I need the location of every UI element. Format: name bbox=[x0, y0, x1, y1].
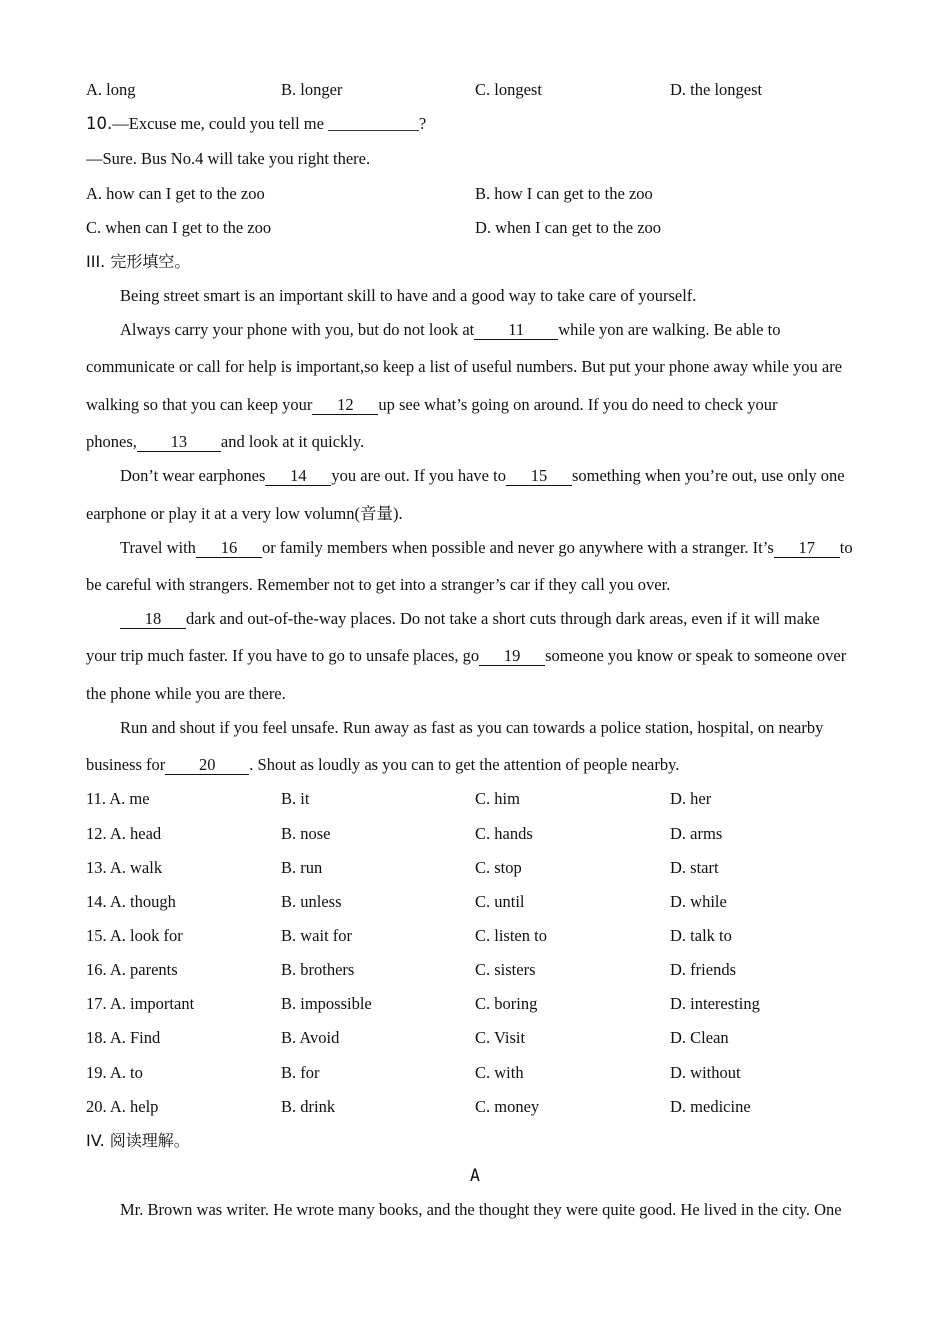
option: B. for bbox=[281, 1063, 320, 1082]
option: D. her bbox=[670, 789, 712, 808]
blank-13: 13 bbox=[137, 433, 221, 452]
option: D. arms bbox=[670, 824, 723, 843]
option: 16. A. parents bbox=[86, 960, 178, 979]
text: Don’t wear earphones bbox=[120, 466, 266, 485]
cloze-para-6-line-1: Run and shout if you feel unsafe. Run away as fast as you can towards a police station, hospital, on nearby bbox=[120, 718, 824, 737]
cloze-para-4-line-2: be careful with strangers. Remember not to get into a stranger’s car if they call you over. bbox=[86, 575, 671, 594]
option: 13. A. walk bbox=[86, 858, 163, 877]
option: C. sisters bbox=[475, 960, 536, 979]
cloze-para-1: Being street smart is an important skill to have and a good way to take care of yourself. bbox=[120, 286, 697, 305]
option: B. unless bbox=[281, 892, 342, 911]
option: C. money bbox=[475, 1097, 540, 1116]
option: B. drink bbox=[281, 1097, 336, 1116]
option: 11. A. me bbox=[86, 789, 150, 808]
text: Travel with bbox=[120, 538, 196, 557]
option: C. stop bbox=[475, 858, 522, 877]
option: D. Clean bbox=[670, 1028, 729, 1047]
text: your trip much faster. If you have to go to unsafe places, go bbox=[86, 646, 480, 665]
option: 20. A. help bbox=[86, 1097, 159, 1116]
text: something when you’re out, use only one bbox=[571, 466, 845, 485]
text: to bbox=[839, 538, 853, 557]
text: or family members when possible and never go anywhere with a stranger. It’s bbox=[261, 538, 774, 557]
text: up see what’s going on around. If you do need to check your bbox=[378, 395, 778, 414]
q9-option-d: D. the longest bbox=[670, 80, 763, 99]
text: dark and out-of-the-way places. Do not take a short cuts through dark areas, even if it will make bbox=[186, 609, 820, 628]
question-row-11 bbox=[86, 789, 866, 809]
blank-15: 15 bbox=[506, 467, 572, 486]
cloze-para-2-line-3 bbox=[86, 395, 777, 415]
option: B. Avoid bbox=[281, 1028, 340, 1047]
q10-stem: —Excuse me, could you tell me ___________? bbox=[112, 114, 427, 133]
option: D. interesting bbox=[670, 994, 760, 1013]
blank-17: 17 bbox=[774, 539, 840, 558]
option: C. hands bbox=[475, 824, 533, 843]
option: 19. A. to bbox=[86, 1063, 143, 1082]
option: D. while bbox=[670, 892, 727, 911]
section-4-heading: IV. 阅读理解。 bbox=[86, 1131, 190, 1150]
option: 15. A. look for bbox=[86, 926, 183, 945]
text: walking so that you can keep your bbox=[86, 395, 313, 414]
blank-14: 14 bbox=[265, 467, 331, 486]
option: C. with bbox=[475, 1063, 524, 1082]
option: C. him bbox=[475, 789, 520, 808]
cloze-para-2-line-1 bbox=[120, 320, 780, 340]
option: D. start bbox=[670, 858, 719, 877]
option: D. friends bbox=[670, 960, 736, 979]
option: B. nose bbox=[281, 824, 331, 843]
q10-option-d: D. when I can get to the zoo bbox=[475, 218, 662, 237]
option: C. until bbox=[475, 892, 525, 911]
cloze-para-5-line-2 bbox=[86, 646, 846, 666]
option: B. run bbox=[281, 858, 323, 877]
q10-reply: —Sure. Bus No.4 will take you right there. bbox=[86, 149, 371, 168]
question-row-14 bbox=[86, 892, 866, 912]
q10-stem-line bbox=[86, 114, 426, 134]
option: 14. A. though bbox=[86, 892, 176, 911]
text: while yon are walking. Be able to bbox=[558, 320, 781, 339]
cloze-para-2-line-4 bbox=[86, 432, 364, 452]
option: B. wait for bbox=[281, 926, 353, 945]
q9-option-a: A. long bbox=[86, 80, 136, 99]
question-row-16 bbox=[86, 960, 866, 980]
option: D. medicine bbox=[670, 1097, 751, 1116]
question-row-18 bbox=[86, 1028, 866, 1048]
option: C. listen to bbox=[475, 926, 547, 945]
text: someone you know or speak to someone over bbox=[545, 646, 847, 665]
text: phones, bbox=[86, 432, 137, 451]
passage-label: A bbox=[470, 1166, 480, 1185]
q9-options bbox=[86, 80, 866, 100]
text: you are out. If you have to bbox=[331, 466, 506, 485]
option: C. Visit bbox=[475, 1028, 526, 1047]
text: . Shout as loudly as you can to get the attention of people nearby. bbox=[249, 755, 680, 774]
option: 12. A. head bbox=[86, 824, 162, 843]
question-row-15 bbox=[86, 926, 866, 946]
question-row-20 bbox=[86, 1097, 866, 1117]
cloze-para-3-line-2: earphone or play it at a very low volumn(音量). bbox=[86, 504, 403, 523]
q10-option-b: B. how I can get to the zoo bbox=[475, 184, 653, 203]
cloze-para-3-line-1 bbox=[120, 466, 845, 486]
cloze-para-4-line-1 bbox=[120, 538, 853, 558]
q10-option-c: C. when can I get to the zoo bbox=[86, 218, 272, 237]
blank-20: 20 bbox=[165, 756, 249, 775]
question-row-17 bbox=[86, 994, 866, 1014]
q9-option-b: B. longer bbox=[281, 80, 343, 99]
cloze-para-5-line-1 bbox=[120, 609, 820, 629]
option: B. it bbox=[281, 789, 310, 808]
blank-19: 19 bbox=[479, 647, 545, 666]
reading-para-1: Mr. Brown was writer. He wrote many books, and the thought they were quite good. He lived in the city. One bbox=[120, 1200, 842, 1219]
option: 17. A. important bbox=[86, 994, 195, 1013]
text: and look at it quickly. bbox=[220, 432, 365, 451]
q9-option-c: C. longest bbox=[475, 80, 542, 99]
q10-number: 10. bbox=[86, 114, 113, 133]
cloze-para-6-line-2 bbox=[86, 755, 679, 775]
blank-16: 16 bbox=[196, 539, 262, 558]
option: D. without bbox=[670, 1063, 741, 1082]
q10-options-row1 bbox=[86, 184, 866, 204]
q10-options-row2 bbox=[86, 218, 866, 238]
option: D. talk to bbox=[670, 926, 732, 945]
cloze-para-2-line-2: communicate or call for help is important,so keep a list of useful numbers. But put your phone away while you are bbox=[86, 357, 843, 376]
option: 18. A. Find bbox=[86, 1028, 161, 1047]
cloze-para-5-line-3: the phone while you are there. bbox=[86, 684, 286, 703]
blank-18: 18 bbox=[120, 610, 186, 629]
blank-11: 11 bbox=[474, 321, 558, 340]
question-row-12 bbox=[86, 824, 866, 844]
option: B. brothers bbox=[281, 960, 355, 979]
q10-option-a: A. how can I get to the zoo bbox=[86, 184, 265, 203]
question-row-19 bbox=[86, 1063, 866, 1083]
text: business for bbox=[86, 755, 166, 774]
blank-12: 12 bbox=[312, 396, 378, 415]
question-row-13 bbox=[86, 858, 866, 878]
section-3-heading: III. 完形填空。 bbox=[86, 252, 191, 271]
text: Always carry your phone with you, but do not look at bbox=[120, 320, 475, 339]
option: C. boring bbox=[475, 994, 538, 1013]
option: B. impossible bbox=[281, 994, 372, 1013]
